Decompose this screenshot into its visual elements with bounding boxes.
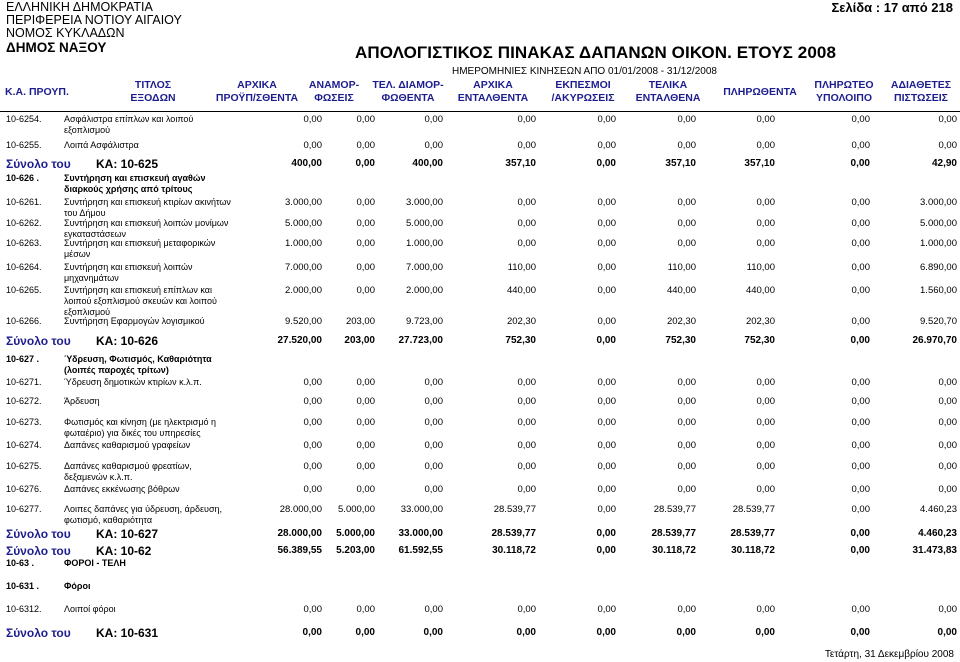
row-code: 10-6271. bbox=[6, 377, 42, 387]
subtotal-value: 0,00 bbox=[676, 627, 696, 638]
header-line-2: ΠΕΡΙΦΕΡΕΙΑ ΝΟΤΙΟΥ ΑΙΓΑΙΟΥ bbox=[6, 13, 182, 27]
row-value: 0,00 bbox=[356, 377, 375, 388]
row-value: 0,00 bbox=[677, 461, 696, 472]
row-value: 0,00 bbox=[597, 262, 616, 273]
row-value: 5.000,00 bbox=[285, 218, 322, 229]
col-header-final-budget: ΤΕΛ. ΔΙΑΜΟΡ- ΦΩΘΕΝΤΑ bbox=[372, 79, 444, 104]
subtotal-value: 752,30 bbox=[505, 335, 536, 346]
subtotal-value: 0,00 bbox=[516, 627, 536, 638]
row-value: 0,00 bbox=[517, 114, 536, 125]
row-value: 0,00 bbox=[597, 484, 616, 495]
row-value: 0,00 bbox=[356, 197, 375, 208]
subtotal-code: ΚΑ: 10-631 bbox=[96, 626, 159, 640]
row-value: 0,00 bbox=[303, 396, 322, 407]
row-value: 0,00 bbox=[851, 504, 870, 515]
row-code: 10-6274. bbox=[6, 440, 42, 450]
row-value: 1.000,00 bbox=[285, 238, 322, 249]
subtotal-code: ΚΑ: 10-625 bbox=[96, 157, 159, 171]
row-value: 1.560,00 bbox=[920, 285, 957, 296]
row-value: 0,00 bbox=[303, 417, 322, 428]
subtotal-label: Σύνολο του bbox=[6, 334, 71, 348]
row-value: 5.000,00 bbox=[338, 504, 375, 515]
subtotal-row bbox=[0, 626, 960, 640]
col-header-unused-credits: ΑΔΙΑΘΕΤΕΣ ΠΙΣΤΩΣΕΙΣ bbox=[890, 79, 952, 104]
row-code: 10-6273. bbox=[6, 417, 42, 427]
row-value: 440,00 bbox=[506, 285, 536, 296]
row-value: 0,00 bbox=[756, 218, 775, 229]
row-description: Φωτισμός και κίνηση (με ηλεκτρισμό η φωταέριο) για δικές του υπηρεσίες bbox=[64, 417, 217, 438]
row-value: 0,00 bbox=[356, 218, 375, 229]
row-description: Συντήρηση και επισκευή μεταφορικών μέσων bbox=[64, 238, 216, 259]
row-value: 5.000,00 bbox=[920, 218, 957, 229]
row-value: 0,00 bbox=[424, 114, 443, 125]
subtotal-code: ΚΑ: 10-626 bbox=[96, 334, 159, 348]
row-value: 0,00 bbox=[938, 396, 957, 407]
subtotal-value: 61.592,55 bbox=[398, 545, 443, 556]
row-value: 0,00 bbox=[756, 197, 775, 208]
row-value: 0,00 bbox=[356, 484, 375, 495]
subtotal-value: 0,00 bbox=[850, 528, 870, 539]
row-value: 0,00 bbox=[597, 140, 616, 151]
row-value: 0,00 bbox=[303, 604, 322, 615]
row-description: Συντήρηση και επισκευή λοιπών μηχανημάτων bbox=[64, 262, 193, 283]
row-value: 0,00 bbox=[356, 417, 375, 428]
row-code: 10-626 . bbox=[6, 173, 40, 183]
row-value: 0,00 bbox=[517, 238, 536, 249]
row-value: 28.539,77 bbox=[732, 504, 775, 515]
row-value: 0,00 bbox=[756, 440, 775, 451]
row-code: 10-6255. bbox=[6, 140, 42, 150]
row-description: Δαπάνες εκκένωσης βόθρων bbox=[64, 484, 180, 494]
subtotal-code: ΚΑ: 10-62 bbox=[96, 544, 152, 558]
subtotal-value: 5.000,00 bbox=[336, 528, 375, 539]
row-value: 0,00 bbox=[303, 484, 322, 495]
column-header-row bbox=[0, 78, 960, 112]
row-description: Λοιπες δαπάνες για ύδρευση, άρδευση, φωτισμό, καθαριότητα bbox=[64, 504, 223, 525]
row-description: Συντήρηση και επισκευή επίπλων και λοιπού εξοπλισμού σκευών και λοιπού εξοπλισμού bbox=[64, 285, 217, 317]
row-value: 0,00 bbox=[517, 440, 536, 451]
col-header-final-committed: ΤΕΛΙΚΑ ΕΝΤΑΛΘΕΝΑ bbox=[635, 79, 701, 104]
row-value: 0,00 bbox=[677, 114, 696, 125]
row-value: 202,30 bbox=[506, 316, 536, 327]
subtotal-value: 28.539,77 bbox=[730, 528, 775, 539]
row-value: 0,00 bbox=[424, 417, 443, 428]
subtotal-value: 752,30 bbox=[665, 335, 696, 346]
row-value: 0,00 bbox=[517, 604, 536, 615]
row-description: Λοιποί φόροι bbox=[64, 604, 116, 614]
row-value: 0,00 bbox=[851, 218, 870, 229]
row-value: 0,00 bbox=[597, 238, 616, 249]
row-value: 203,00 bbox=[345, 316, 375, 327]
subtotal-value: 0,00 bbox=[937, 627, 957, 638]
row-value: 0,00 bbox=[597, 461, 616, 472]
row-value: 3.000,00 bbox=[285, 197, 322, 208]
row-value: 0,00 bbox=[851, 140, 870, 151]
row-value: 0,00 bbox=[356, 238, 375, 249]
row-value: 0,00 bbox=[424, 604, 443, 615]
row-value: 0,00 bbox=[303, 377, 322, 388]
subtotal-value: 30.118,72 bbox=[731, 545, 775, 556]
row-description: Άρδευση bbox=[64, 396, 100, 406]
row-value: 0,00 bbox=[756, 396, 775, 407]
row-value: 0,00 bbox=[597, 440, 616, 451]
row-value: 0,00 bbox=[938, 604, 957, 615]
col-header-paid: ΠΛΗΡΩΘΕΝΤΑ bbox=[723, 86, 797, 98]
subtotal-value: 28.539,77 bbox=[491, 528, 536, 539]
row-value: 0,00 bbox=[517, 197, 536, 208]
row-value: 440,00 bbox=[745, 285, 775, 296]
subtotal-label: Σύνολο του bbox=[6, 544, 71, 558]
subtotal-value: 0,00 bbox=[850, 627, 870, 638]
row-value: 0,00 bbox=[756, 604, 775, 615]
report-date-range: ΗΜΕΡΟΜΗΝΙΕΣ ΚΙΝΗΣΕΩΝ ΑΠΟ 01/01/2008 - 31/12/2008 bbox=[452, 66, 717, 77]
row-value: 0,00 bbox=[851, 461, 870, 472]
subtotal-label: Σύνολο του bbox=[6, 626, 71, 640]
subtotal-value: 31.473,83 bbox=[912, 545, 957, 556]
row-value: 0,00 bbox=[517, 140, 536, 151]
row-value: 1.000,00 bbox=[920, 238, 957, 249]
subtotal-value: 28.539,77 bbox=[651, 528, 696, 539]
row-value: 0,00 bbox=[424, 140, 443, 151]
row-value: 0,00 bbox=[677, 440, 696, 451]
row-value: 0,00 bbox=[517, 484, 536, 495]
row-value: 0,00 bbox=[597, 504, 616, 515]
header-line-3: ΝΟΜΟΣ ΚΥΚΛΑΔΩΝ bbox=[6, 26, 125, 40]
subtotal-value: 42,90 bbox=[931, 158, 957, 169]
row-value: 0,00 bbox=[938, 140, 957, 151]
row-value: 0,00 bbox=[424, 377, 443, 388]
row-code: 10-6276. bbox=[6, 484, 42, 494]
row-value: 0,00 bbox=[517, 396, 536, 407]
row-code: 10-6266. bbox=[6, 316, 42, 326]
row-value: 0,00 bbox=[938, 377, 957, 388]
row-value: 0,00 bbox=[756, 377, 775, 388]
subtotal-row bbox=[0, 527, 960, 541]
row-value: 0,00 bbox=[424, 461, 443, 472]
row-code: 10-6312. bbox=[6, 604, 42, 614]
row-description: ΦΟΡΟΙ - ΤΕΛΗ bbox=[64, 558, 126, 568]
row-description: Δαπάνες καθαρισμού γραφείων bbox=[64, 440, 191, 450]
row-description: Συντήρηση και επισκευή κτιρίων ακινήτων του Δήμου bbox=[64, 197, 231, 218]
subtotal-value: 27.520,00 bbox=[277, 335, 322, 346]
row-value: 0,00 bbox=[597, 377, 616, 388]
row-value: 4.460,23 bbox=[920, 504, 957, 515]
subtotal-value: 0,00 bbox=[423, 627, 443, 638]
row-value: 0,00 bbox=[356, 461, 375, 472]
subtotal-value: 0,00 bbox=[596, 528, 616, 539]
subtotal-value: 0,00 bbox=[596, 158, 616, 169]
subtotal-value: 0,00 bbox=[850, 335, 870, 346]
row-value: 0,00 bbox=[356, 604, 375, 615]
subtotal-value: 0,00 bbox=[596, 545, 616, 556]
row-value: 0,00 bbox=[851, 238, 870, 249]
row-value: 0,00 bbox=[756, 140, 775, 151]
row-code: 10-63 . bbox=[6, 558, 35, 568]
row-value: 0,00 bbox=[756, 114, 775, 125]
row-value: 7.000,00 bbox=[406, 262, 443, 273]
row-value: 0,00 bbox=[517, 417, 536, 428]
subtotal-value: 0,00 bbox=[596, 627, 616, 638]
row-value: 0,00 bbox=[597, 604, 616, 615]
row-value: 0,00 bbox=[677, 140, 696, 151]
row-value: 33.000,00 bbox=[400, 504, 443, 515]
row-value: 0,00 bbox=[677, 484, 696, 495]
row-value: 2.000,00 bbox=[285, 285, 322, 296]
row-value: 0,00 bbox=[938, 461, 957, 472]
row-value: 0,00 bbox=[303, 440, 322, 451]
report-title: ΑΠΟΛΟΓΙΣΤΙΚΟΣ ΠΙΝΑΚΑΣ ΔΑΠΑΝΩΝ ΟΙΚΟΝ. ΕΤΟΥΣ 2008 bbox=[355, 43, 837, 62]
row-value: 0,00 bbox=[517, 218, 536, 229]
row-value: 0,00 bbox=[677, 377, 696, 388]
row-value: 0,00 bbox=[303, 114, 322, 125]
row-value: 0,00 bbox=[677, 396, 696, 407]
row-value: 3.000,00 bbox=[406, 197, 443, 208]
row-value: 0,00 bbox=[597, 396, 616, 407]
row-value: 0,00 bbox=[424, 396, 443, 407]
col-header-cancellations: ΕΚΠΕΣΜΟΙ /ΑΚΥΡΩΣΕΙΣ bbox=[551, 79, 615, 104]
row-value: 110,00 bbox=[667, 262, 696, 273]
row-code: 10-6254. bbox=[6, 114, 42, 124]
subtotal-value: 0,00 bbox=[302, 627, 322, 638]
row-value: 0,00 bbox=[356, 262, 375, 273]
row-value: 28.000,00 bbox=[279, 504, 322, 515]
row-description: Λοιπά Ασφάλιστρα bbox=[64, 140, 139, 150]
subtotal-value: 400,00 bbox=[412, 158, 443, 169]
row-value: 0,00 bbox=[938, 484, 957, 495]
row-value: 0,00 bbox=[356, 114, 375, 125]
subtotal-value: 27.723,00 bbox=[398, 335, 443, 346]
row-value: 0,00 bbox=[303, 461, 322, 472]
subtotal-value: 33.000,00 bbox=[398, 528, 443, 539]
row-value: 0,00 bbox=[677, 238, 696, 249]
row-value: 0,00 bbox=[851, 377, 870, 388]
row-description: Ύδρευση, Φωτισμός, Καθαριότητα (λοιπές παροχές τρίτων) bbox=[64, 354, 212, 375]
row-value: 0,00 bbox=[851, 114, 870, 125]
subtotal-value: 5.203,00 bbox=[336, 545, 375, 556]
row-value: 0,00 bbox=[851, 417, 870, 428]
row-value: 0,00 bbox=[756, 461, 775, 472]
subtotal-row bbox=[0, 334, 960, 348]
row-value: 28.539,77 bbox=[653, 504, 696, 515]
row-value: 110,00 bbox=[507, 262, 536, 273]
subtotal-row bbox=[0, 157, 960, 171]
row-value: 0,00 bbox=[597, 285, 616, 296]
row-value: 2.000,00 bbox=[406, 285, 443, 296]
row-description: Συντήρηση Εφαρμογών λογισμικού bbox=[64, 316, 205, 326]
subtotal-code: ΚΑ: 10-627 bbox=[96, 527, 159, 541]
row-value: 9.520,00 bbox=[285, 316, 322, 327]
col-header-code: Κ.Α. ΠΡΟΥΠ. bbox=[5, 86, 69, 98]
row-value: 110,00 bbox=[746, 262, 775, 273]
row-value: 0,00 bbox=[597, 114, 616, 125]
subtotal-label: Σύνολο του bbox=[6, 157, 71, 171]
row-value: 0,00 bbox=[356, 285, 375, 296]
row-value: 0,00 bbox=[597, 197, 616, 208]
subtotal-value: 30.118,72 bbox=[492, 545, 536, 556]
row-value: 0,00 bbox=[756, 238, 775, 249]
row-code: 10-6272. bbox=[6, 396, 42, 406]
subtotal-value: 203,00 bbox=[344, 335, 375, 346]
row-value: 0,00 bbox=[756, 417, 775, 428]
col-header-title: ΤΙΤΛΟΣ ΕΞΟΔΩΝ bbox=[130, 79, 176, 104]
header-line-1: ΕΛΛΗΝΙΚΗ ΔΗΜΟΚΡΑΤΙΑ bbox=[6, 0, 153, 14]
col-header-initial-committed: ΑΡΧΙΚΑ ΕΝΤΑΛΘΕΝΤΑ bbox=[457, 79, 529, 104]
row-description: Ύδρευση δημοτικών κτιρίων κ.λ.π. bbox=[64, 377, 202, 387]
row-value: 440,00 bbox=[666, 285, 696, 296]
row-value: 7.000,00 bbox=[285, 262, 322, 273]
row-value: 0,00 bbox=[938, 440, 957, 451]
row-value: 0,00 bbox=[517, 461, 536, 472]
row-value: 202,30 bbox=[666, 316, 696, 327]
row-value: 0,00 bbox=[677, 417, 696, 428]
row-value: 0,00 bbox=[851, 396, 870, 407]
subtotal-value: 0,00 bbox=[850, 158, 870, 169]
row-value: 202,30 bbox=[745, 316, 775, 327]
row-code: 10-6264. bbox=[6, 262, 42, 272]
subtotal-value: 30.118,72 bbox=[652, 545, 696, 556]
col-header-initial-budget: ΑΡΧΙΚΑ ΠΡΟΫΠ/ΣΘΕΝΤΑ bbox=[215, 79, 299, 104]
row-code: 10-6275. bbox=[6, 461, 42, 471]
subtotal-row bbox=[0, 544, 960, 558]
row-description: Ασφάλιστρα επίπλων και λοιπού εξοπλισμού bbox=[64, 114, 194, 135]
row-value: 9.723,00 bbox=[406, 316, 443, 327]
col-header-amendments: ΑΝΑΜΟΡ- ΦΩΣΕΙΣ bbox=[308, 79, 360, 104]
subtotal-value: 400,00 bbox=[291, 158, 322, 169]
row-code: 10-6262. bbox=[6, 218, 42, 228]
row-code: 10-6265. bbox=[6, 285, 42, 295]
subtotal-value: 0,00 bbox=[850, 545, 870, 556]
row-value: 1.000,00 bbox=[406, 238, 443, 249]
row-description: Συντήρηση και επισκευή αγαθών διαρκούς χρήσης από τρίτους bbox=[64, 173, 206, 194]
row-value: 6.890,00 bbox=[920, 262, 957, 273]
header-authority bbox=[6, 1, 182, 54]
subtotal-value: 0,00 bbox=[755, 627, 775, 638]
subtotal-value: 357,10 bbox=[665, 158, 696, 169]
row-value: 0,00 bbox=[597, 218, 616, 229]
row-value: 0,00 bbox=[756, 484, 775, 495]
subtotal-value: 0,00 bbox=[355, 158, 375, 169]
row-value: 0,00 bbox=[851, 604, 870, 615]
row-value: 0,00 bbox=[851, 262, 870, 273]
row-description: Συντήρηση και επισκευή λοιπών μονίμων εγκαταστάσεων bbox=[64, 218, 229, 239]
row-value: 0,00 bbox=[356, 140, 375, 151]
row-value: 0,00 bbox=[424, 484, 443, 495]
subtotal-value: 28.000,00 bbox=[277, 528, 322, 539]
subtotal-value: 56.389,55 bbox=[277, 545, 322, 556]
subtotal-value: 0,00 bbox=[355, 627, 375, 638]
row-code: 10-6263. bbox=[6, 238, 42, 248]
row-value: 0,00 bbox=[851, 285, 870, 296]
row-value: 0,00 bbox=[677, 218, 696, 229]
row-value: 0,00 bbox=[851, 197, 870, 208]
row-value: 0,00 bbox=[597, 316, 616, 327]
subtotal-value: 4.460,23 bbox=[918, 528, 957, 539]
row-value: 0,00 bbox=[356, 440, 375, 451]
print-date: Τετάρτη, 31 Δεκεμβρίου 2008 bbox=[824, 649, 954, 660]
col-header-payable-balance: ΠΛΗΡΩΤΕΟ ΥΠΟΛΟΙΠΟ bbox=[814, 79, 874, 104]
subtotal-value: 357,10 bbox=[744, 158, 775, 169]
row-value: 0,00 bbox=[303, 140, 322, 151]
subtotal-value: 0,00 bbox=[596, 335, 616, 346]
subtotal-value: 357,10 bbox=[505, 158, 536, 169]
row-value: 0,00 bbox=[851, 440, 870, 451]
row-value: 0,00 bbox=[517, 377, 536, 388]
row-code: 10-6277. bbox=[6, 504, 42, 514]
subtotal-value: 26.970,70 bbox=[912, 335, 957, 346]
row-value: 28.539,77 bbox=[493, 504, 536, 515]
row-code: 10-631 . bbox=[6, 581, 40, 591]
row-value: 5.000,00 bbox=[406, 218, 443, 229]
row-code: 10-627 . bbox=[6, 354, 40, 364]
row-value: 0,00 bbox=[851, 316, 870, 327]
row-description: Δαπάνες καθαρισμού φρεατίων, δεξαμενών κ.λ.π. bbox=[64, 461, 192, 482]
row-code: 10-6261. bbox=[6, 197, 42, 207]
row-value: 0,00 bbox=[938, 417, 957, 428]
subtotal-value: 752,30 bbox=[744, 335, 775, 346]
header-line-4: ΔΗΜΟΣ ΝΑΞΟΥ bbox=[6, 40, 107, 55]
row-value: 0,00 bbox=[851, 484, 870, 495]
row-value: 0,00 bbox=[424, 440, 443, 451]
subtotal-label: Σύνολο του bbox=[6, 527, 71, 541]
row-value: 0,00 bbox=[677, 197, 696, 208]
row-value: 3.000,00 bbox=[920, 197, 957, 208]
row-value: 0,00 bbox=[938, 114, 957, 125]
row-value: 0,00 bbox=[677, 604, 696, 615]
row-value: 9.520,70 bbox=[920, 316, 957, 327]
row-description: Φόροι bbox=[64, 581, 91, 591]
row-value: 0,00 bbox=[356, 396, 375, 407]
row-value: 0,00 bbox=[597, 417, 616, 428]
page-number: Σελίδα : 17 από 218 bbox=[831, 0, 953, 15]
